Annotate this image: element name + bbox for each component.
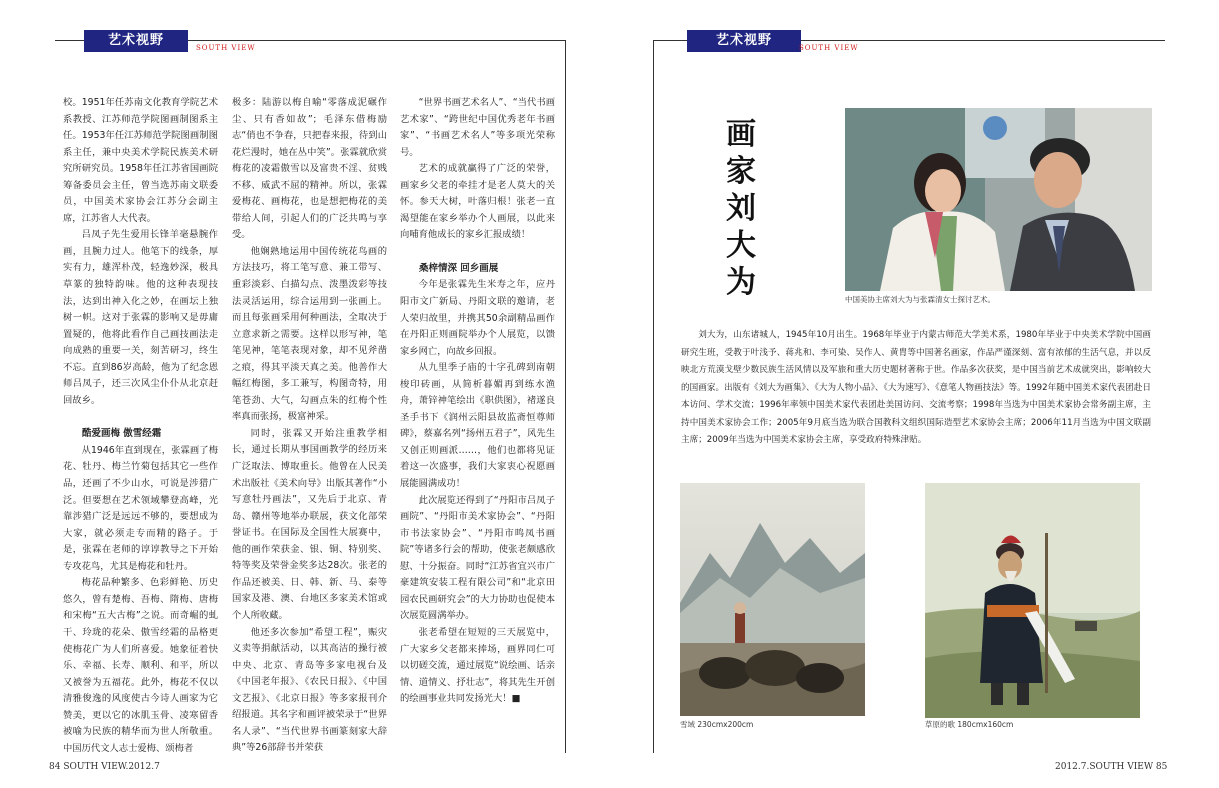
artwork-grassland-song-illustration — [925, 483, 1140, 718]
section-heading: 酷爱画梅 傲雪经霜 — [82, 428, 162, 440]
page-number: 84 SOUTH VIEW.2012.7 — [49, 762, 160, 772]
article-title — [720, 116, 762, 301]
title-char: 为 — [726, 265, 756, 300]
paragraph: 他还多次参加“希望工程”，赈灾义卖等捐献活动，以其高洁的操行被中央、北京、青岛等多家电视台及《中国老年报》、《农民日报》、《中国文艺报》、《北京日报》等多家报刊介绍报道。其名字和画评被荣录于“世界名人录”、“当代世界书画篆刻家大辞典”等26部辞书并荣获 — [232, 626, 387, 754]
page-number: 2012.7.SOUTH VIEW 85 — [1055, 762, 1168, 772]
article-column-3 — [400, 95, 555, 708]
paragraph: “世界书画艺术名人”、“当代书画艺术家”、“跨世纪中国优秀老年书画家”、“书画艺术名人”等多项光荣称号。 — [400, 97, 555, 158]
portrait-photo-caption: 中国美协主席刘大为与张霖清女士探讨艺术。 — [845, 295, 995, 304]
paragraph: 从九里季子庙的十字孔碑到南朝梭印砖画，从简析暮媚再到练水渔舟，萧锌神笔绘出《职供图》，褚遂良圣手书下《润州云阳县故监斋恒尊师碑》，蔡嘉名列“扬州五君子”，风先生又创正则画派……，他们也都将见证着这一次盛事，我们大家衷心祝愿画展能圆满成功！ — [400, 362, 555, 490]
portrait-photo — [845, 108, 1152, 291]
right-page — [609, 0, 1219, 788]
title-char: 画 — [726, 117, 756, 152]
paragraph: 极多：陆游以梅自喻“零落成泥碾作尘、只有香如故”；毛泽东借梅励志“俏也不争春，只把春来报，待到山花烂漫时，她在丛中笑”。张霖就欣赏梅花的凌霜傲雪以及富贵不淫、贫贱不移、威武不屈的精神。所以，张霖爱梅花、画梅花，也是想把梅花的美带给人间，引起人们的广泛共鸣与享受。 — [232, 97, 387, 241]
paragraph: 梅花品种繁多、色彩鲜艳、历史悠久，曾有楚梅、吾梅、隋梅、唐梅和宋梅“五大古梅”之说。而奇崛的虬干、玲珑的花朵、傲雪经霜的品格更使梅花广为人们所喜爱。她象征着快乐、幸福、长寿、顺利、和平，所以又被誉为五福花。此外，梅花不仅以清雅俊逸的风度使古今诗人画家为它赞美，更以它的冰肌玉骨、凌寒留香被喻为民族的精华而为世人所敬重。中国历代文人志士爱梅、颂梅者 — [63, 577, 218, 754]
article-column-2 — [232, 95, 387, 757]
artist-introduction: 刘大为，山东诸城人，1945年10月出生。1968年毕业于内蒙古师范大学美术系，1980年毕业于中央美术学院中国画研究生班，受教于叶浅予、蒋兆和、李可染、吴作人、黄胄等中国著名画家，作品严谨深刻、富有浓郁的生活气息，并以反映北方荒漠戈壁少数民族生活风情以及军旅和重大历史题材著称于世。作品多次获奖，是中国当前艺术成就突出，影响较大的国画家。出版有《刘大为画集》、《大为人物小品》、《大为速写》、《意笔人物画技法》等。1992年随中国美术家代表团赴日本访问、学术交流；1996年率领中国美术家代表团赴美国访问、交流考察；1998年当选为中国美术家协会常务副主席，主持中国美术家协会工作；2005年9月底当选为联合国教科文组织国际造型艺术家协会主席；2006年11月当选为中国文联副主席；2009年当选为中国美术家协会主席，享受政府特殊津贴。 — [681, 330, 1151, 445]
paragraph: 吕凤子先生爱用长锋羊毫悬腕作画，且腕力过人。他笔下的线条，厚实有力，雄浑朴茂，轻逸妙深，极具草篆的独特韵味。他的这种表现技法，达到出神入化之妙，在画坛上独树一帜。这对于张霖的影响又是毋庸置疑的，他将此看作自己画技画法走向成熟的重要一关，刻苦研习，终生不忘。直到86岁高龄，他为了纪念恩师吕凤子，还三次风尘仆仆从北京赶回故乡。 — [63, 229, 218, 406]
left-page — [0, 0, 609, 788]
title-char: 家 — [726, 154, 756, 189]
paragraph: 校。1951年任苏南文化教育学院艺术系教授、江苏师范学院图画制图系主任。1953年任江苏师范学院图画制图系主任，兼中央美术学院民族美术研究所研究员。1958年任江苏省国画院筹备委员会主任，曾当选苏南文联委员，中国美术家协会江苏分会副主席，江苏省人大代表。 — [63, 97, 218, 224]
artwork-snow-region-illustration — [680, 483, 865, 716]
section-subtitle: SOUTH VIEW — [196, 44, 256, 52]
paragraph: 此次展览还得到了“丹阳市吕凤子画院”、“丹阳市美术家协会”、“丹阳市书法家协会”、“丹阳市鸣凤书画院”等诸多行会的帮助，使张老颇感欣慰、十分振奋。同时“江苏省宜兴市广豪建筑安装工程有限公司”和“北京田园农民画研究会”的大力协助也促使本次展览圆满举办。 — [400, 494, 555, 622]
paragraph: 同时，张霖又开始注重教学相长，通过长期从事国画教学的经历来广泛取法、博取重长。他曾在人民美术出版社《美术向导》出版其著作“小写意牡丹画法”，又先后于北京、青岛、赣州等地举办联展，获文化部荣誉证书。在国际及全国性大展赛中，他的画作荣获金、银、铜、特别奖、特等奖及荣誉金奖多达28次。张老的作品还被美、日、韩、新、马、泰等国家及港、澳、台地区多家美术馆或个人所收藏。 — [232, 427, 387, 621]
section-heading: 桑梓情深 回乡画展 — [419, 262, 499, 274]
right-page-left-rule — [653, 40, 654, 753]
title-char: 大 — [726, 228, 756, 263]
section-title: 艺术视野 — [84, 30, 188, 52]
paragraph: 张老希望在短短的三天展览中，广大家乡父老都来捧场，画界同仁可以切磋交流，通过展览“说绘画、话亲情、道情义、抒壮志”，将其先生开创的绘画事业共同发扬光大！■ — [400, 626, 555, 705]
artwork-grassland-song-caption: 草原的歌 180cmx160cm — [925, 720, 1014, 729]
section-title: 艺术视野 — [687, 30, 801, 52]
artwork-grassland-song — [925, 483, 1140, 718]
paragraph: 他娴熟地运用中国传统花鸟画的方法技巧，将工笔写意、兼工带写、重彩淡彩、白描勾点、泼墨泼彩等技法灵活运用，综合运用到一张画上。而且每张画采用何种画法，全取决于立意求新之需要。这样以形写神，笔笔见神，笔笔表现对象，却不见斧凿之痕，得其平淡天真之美。他善作大幅红梅图，多工兼写，构图奇特，用笔苍劲、大气，勾画点朱的红梅个性率真而张扬，极富神采。 — [232, 245, 387, 423]
paragraph: 从1946年直到现在，张霖画了梅花、牡丹、梅兰竹菊包括其它一些作品，还画了不少山水，可说是涉猎广泛。但要想在艺术领域攀登高峰，光靠涉猎广泛是远远不够的，要想成为大家，就必须走专而精的路子。于是，张霖在老师的谆谆教导之下开始专攻花鸟，尤其是梅花和牡丹。 — [63, 444, 218, 572]
artwork-snow-region — [680, 483, 865, 716]
left-page-right-rule — [565, 40, 566, 753]
paragraph: 艺术的成就赢得了广泛的荣誉，画家乡父老的牵挂才是老人莫大的关怀。参天大树，叶落归根！张老一直渴望能在家乡举办个人画展，以此来向哺育他成长的家乡汇报成绩！ — [400, 163, 555, 241]
artwork-snow-region-caption: 雪域 230cmx200cm — [680, 720, 754, 729]
portrait-photo-illustration — [845, 108, 1152, 291]
paragraph: 今年是张霖先生米寿之年，应丹阳市文广新局、丹阳文联的邀请，老人荣归故里，并携其50余副精品画作在丹阳正则画院举办个人展览，以馈家乡网亡，向故乡回报。 — [400, 279, 555, 357]
section-subtitle: SOUTH VIEW — [799, 44, 859, 52]
title-char: 刘 — [726, 191, 756, 226]
article-column-1 — [63, 95, 218, 757]
